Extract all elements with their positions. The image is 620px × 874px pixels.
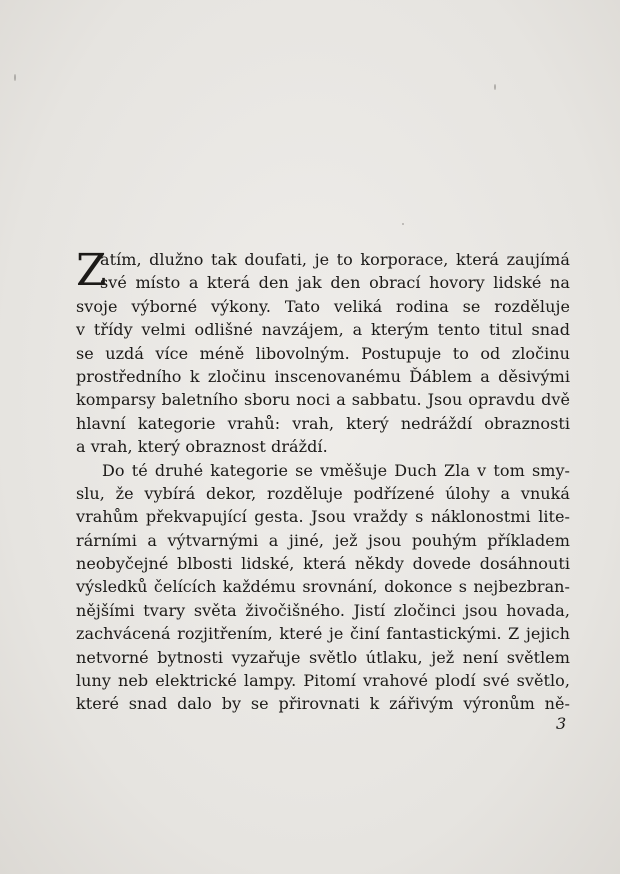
text-line: netvorné bytnosti vyzařuje světlo útlaku, jež není světlem <box>76 647 570 667</box>
text-line: prostředního k zločinu inscenovanému Ďáblem a děsivými <box>76 366 570 386</box>
text-line: nějšími tvary světa živočišného. Jistí zločinci jsou hovada, <box>76 600 570 620</box>
text-line: luny neb elektrické lampy. Pitomí vrahové plodí své světlo, <box>76 671 570 691</box>
page-number: 3 <box>556 714 567 733</box>
paper-speck <box>494 84 496 90</box>
text-line: hlavní kategorie vrahů: vrah, který nedráždí obraznosti <box>76 413 570 433</box>
text-line: komparsy baletního sboru noci a sabbatu. Jsou opravdu dvě <box>76 390 570 410</box>
paragraph-1 <box>76 245 570 459</box>
text-line: které snad dalo by se přirovnati k zářivým výronům ně- <box>76 694 570 714</box>
text-line: výsledků čelících každému srovnání, dokonce s nejbezbran- <box>76 577 570 597</box>
text-line: slu, že vybírá dekor, rozděluje podřízené úlohy a vnuká <box>76 483 570 503</box>
text-line: vrahům překvapující gesta. Jsou vraždy s náklonostmi lite- <box>76 507 570 527</box>
text-line: své místo a která den jak den obrací hovory lidské na <box>100 273 570 293</box>
text-block <box>76 245 570 716</box>
text-line: zachvácená rozjitřením, které je činí fantastickými. Z jejich <box>76 624 570 644</box>
drop-cap: Z <box>76 245 107 296</box>
text-line: atím, dlužno tak doufati, je to korporace, která zaujímá <box>100 250 570 269</box>
text-line: Do té druhé kategorie se vměšuje Duch Zla v tom smy- <box>102 460 570 480</box>
text-line: a vrah, který obraznost dráždí. <box>76 437 328 457</box>
text-line: svoje výborné výkony. Tato veliká rodina se rozděluje <box>76 296 570 316</box>
text-line: neobyčejné blbosti lidské, která někdy dovede dosáhnouti <box>76 554 570 574</box>
text-line: v třídy velmi odlišné navzájem, a kterým tento titul snad <box>76 320 570 340</box>
paragraph-2 <box>76 459 570 716</box>
paper-speck <box>402 223 404 225</box>
paper-speck <box>14 74 16 81</box>
text-line: se uzdá více méně libovolným. Postupuje to od zločinu <box>76 343 570 363</box>
text-line: rárními a výtvarnými a jiné, jež jsou pouhým příkladem <box>76 530 570 550</box>
